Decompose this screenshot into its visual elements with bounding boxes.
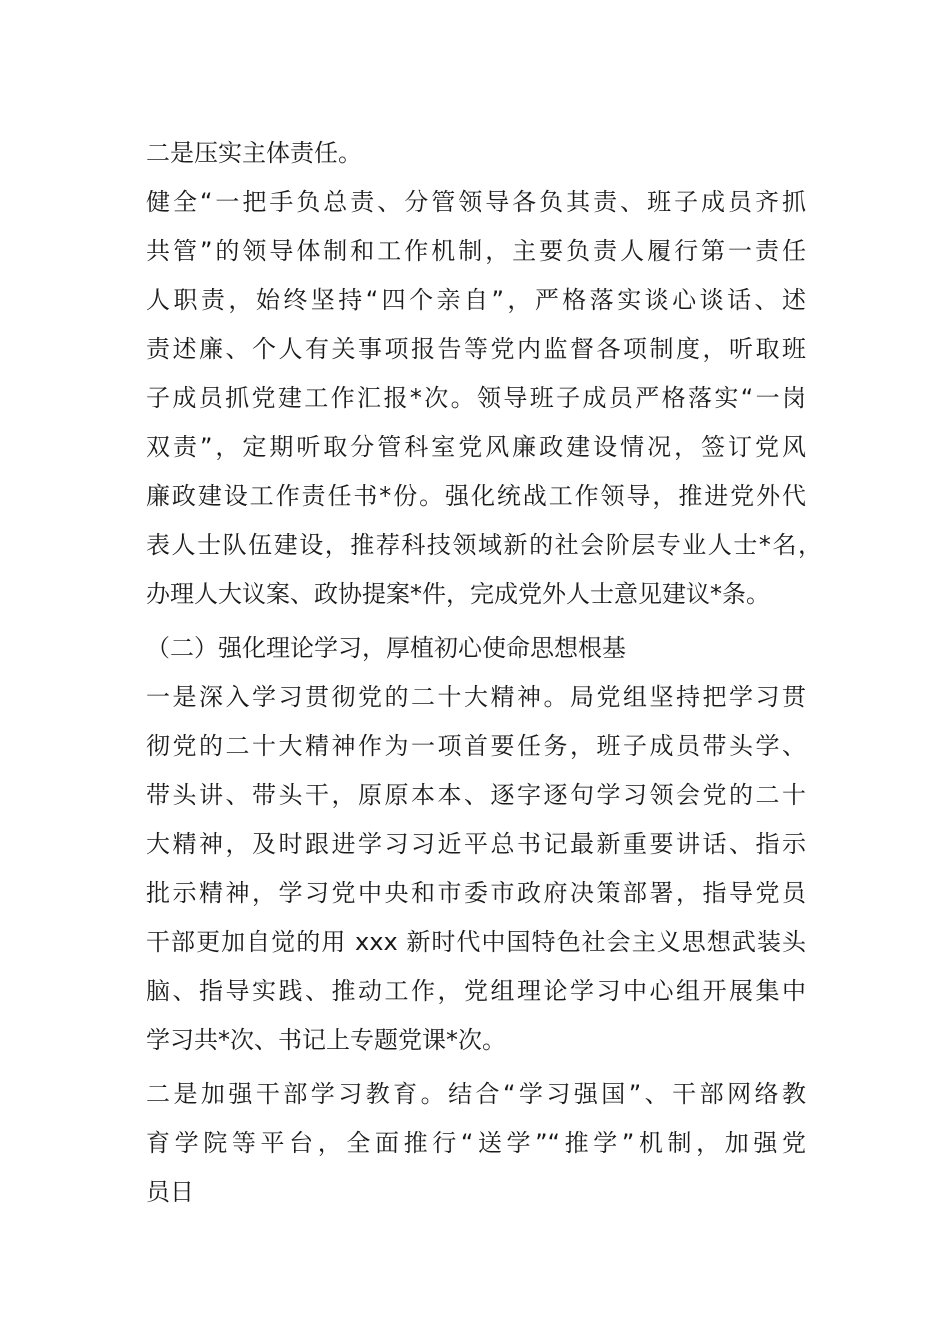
text-line: 办理人大议案、政协提案*件，完成党外人士意见建议*条。 [146, 580, 770, 608]
text-line: 责述廉、个人有关事项报告等党内监督各项制度，听取班 [146, 335, 806, 363]
text-line: 人职责，始终坚持“四个亲自”，严格落实谈心谈话、述 [146, 286, 806, 314]
text-line: 子成员抓党建工作汇报*次。领导班子成员严格落实“一岗 [146, 384, 806, 412]
text-line: 大精神，及时跟进学习习近平总书记最新重要讲话、指示 [146, 830, 806, 858]
text-line: 脑、指导实践、推动工作，党组理论学习中心组开展集中 [146, 977, 806, 1005]
text-line: 表人士队伍建设，推荐科技领域新的社会阶层专业人士*名， [146, 531, 822, 559]
text-line: 育学院等平台，全面推行“送学”“推学”机制，加强党 [146, 1129, 806, 1157]
text-line: 员日 [146, 1178, 194, 1206]
section-heading: （二）强化理论学习，厚植初心使命思想根基 [146, 634, 626, 662]
text-line: 双责”，定期听取分管科室党风廉政建设情况，签订党风 [146, 433, 806, 461]
text-line: 批示精神，学习党中央和市委市政府决策部署，指导党员 [146, 879, 806, 907]
text-line: 学习共*次、书记上专题党课*次。 [146, 1026, 506, 1054]
text-line: 健全“一把手负总责、分管领导各负其责、班子成员齐抓 [146, 188, 806, 216]
text-line: 共管”的领导体制和工作机制，主要负责人履行第一责任 [146, 237, 806, 265]
text-line: 廉政建设工作责任书*份。强化统战工作领导，推进党外代 [146, 482, 806, 510]
subheading-line: 二是压实主体责任。 [146, 139, 362, 167]
text-line: 干部更加自觉的用 xxx 新时代中国特色社会主义思想武装头 [146, 928, 806, 956]
text-line: 一是深入学习贯彻党的二十大精神。局党组坚持把学习贯 [146, 683, 806, 711]
text-line: 彻党的二十大精神作为一项首要任务，班子成员带头学、 [146, 732, 806, 760]
text-line: 带头讲、带头干，原原本本、逐字逐句学习领会党的二十 [146, 781, 806, 809]
text-line: 二是加强干部学习教育。结合“学习强国”、干部网络教 [146, 1080, 806, 1108]
document-body [146, 129, 826, 1217]
